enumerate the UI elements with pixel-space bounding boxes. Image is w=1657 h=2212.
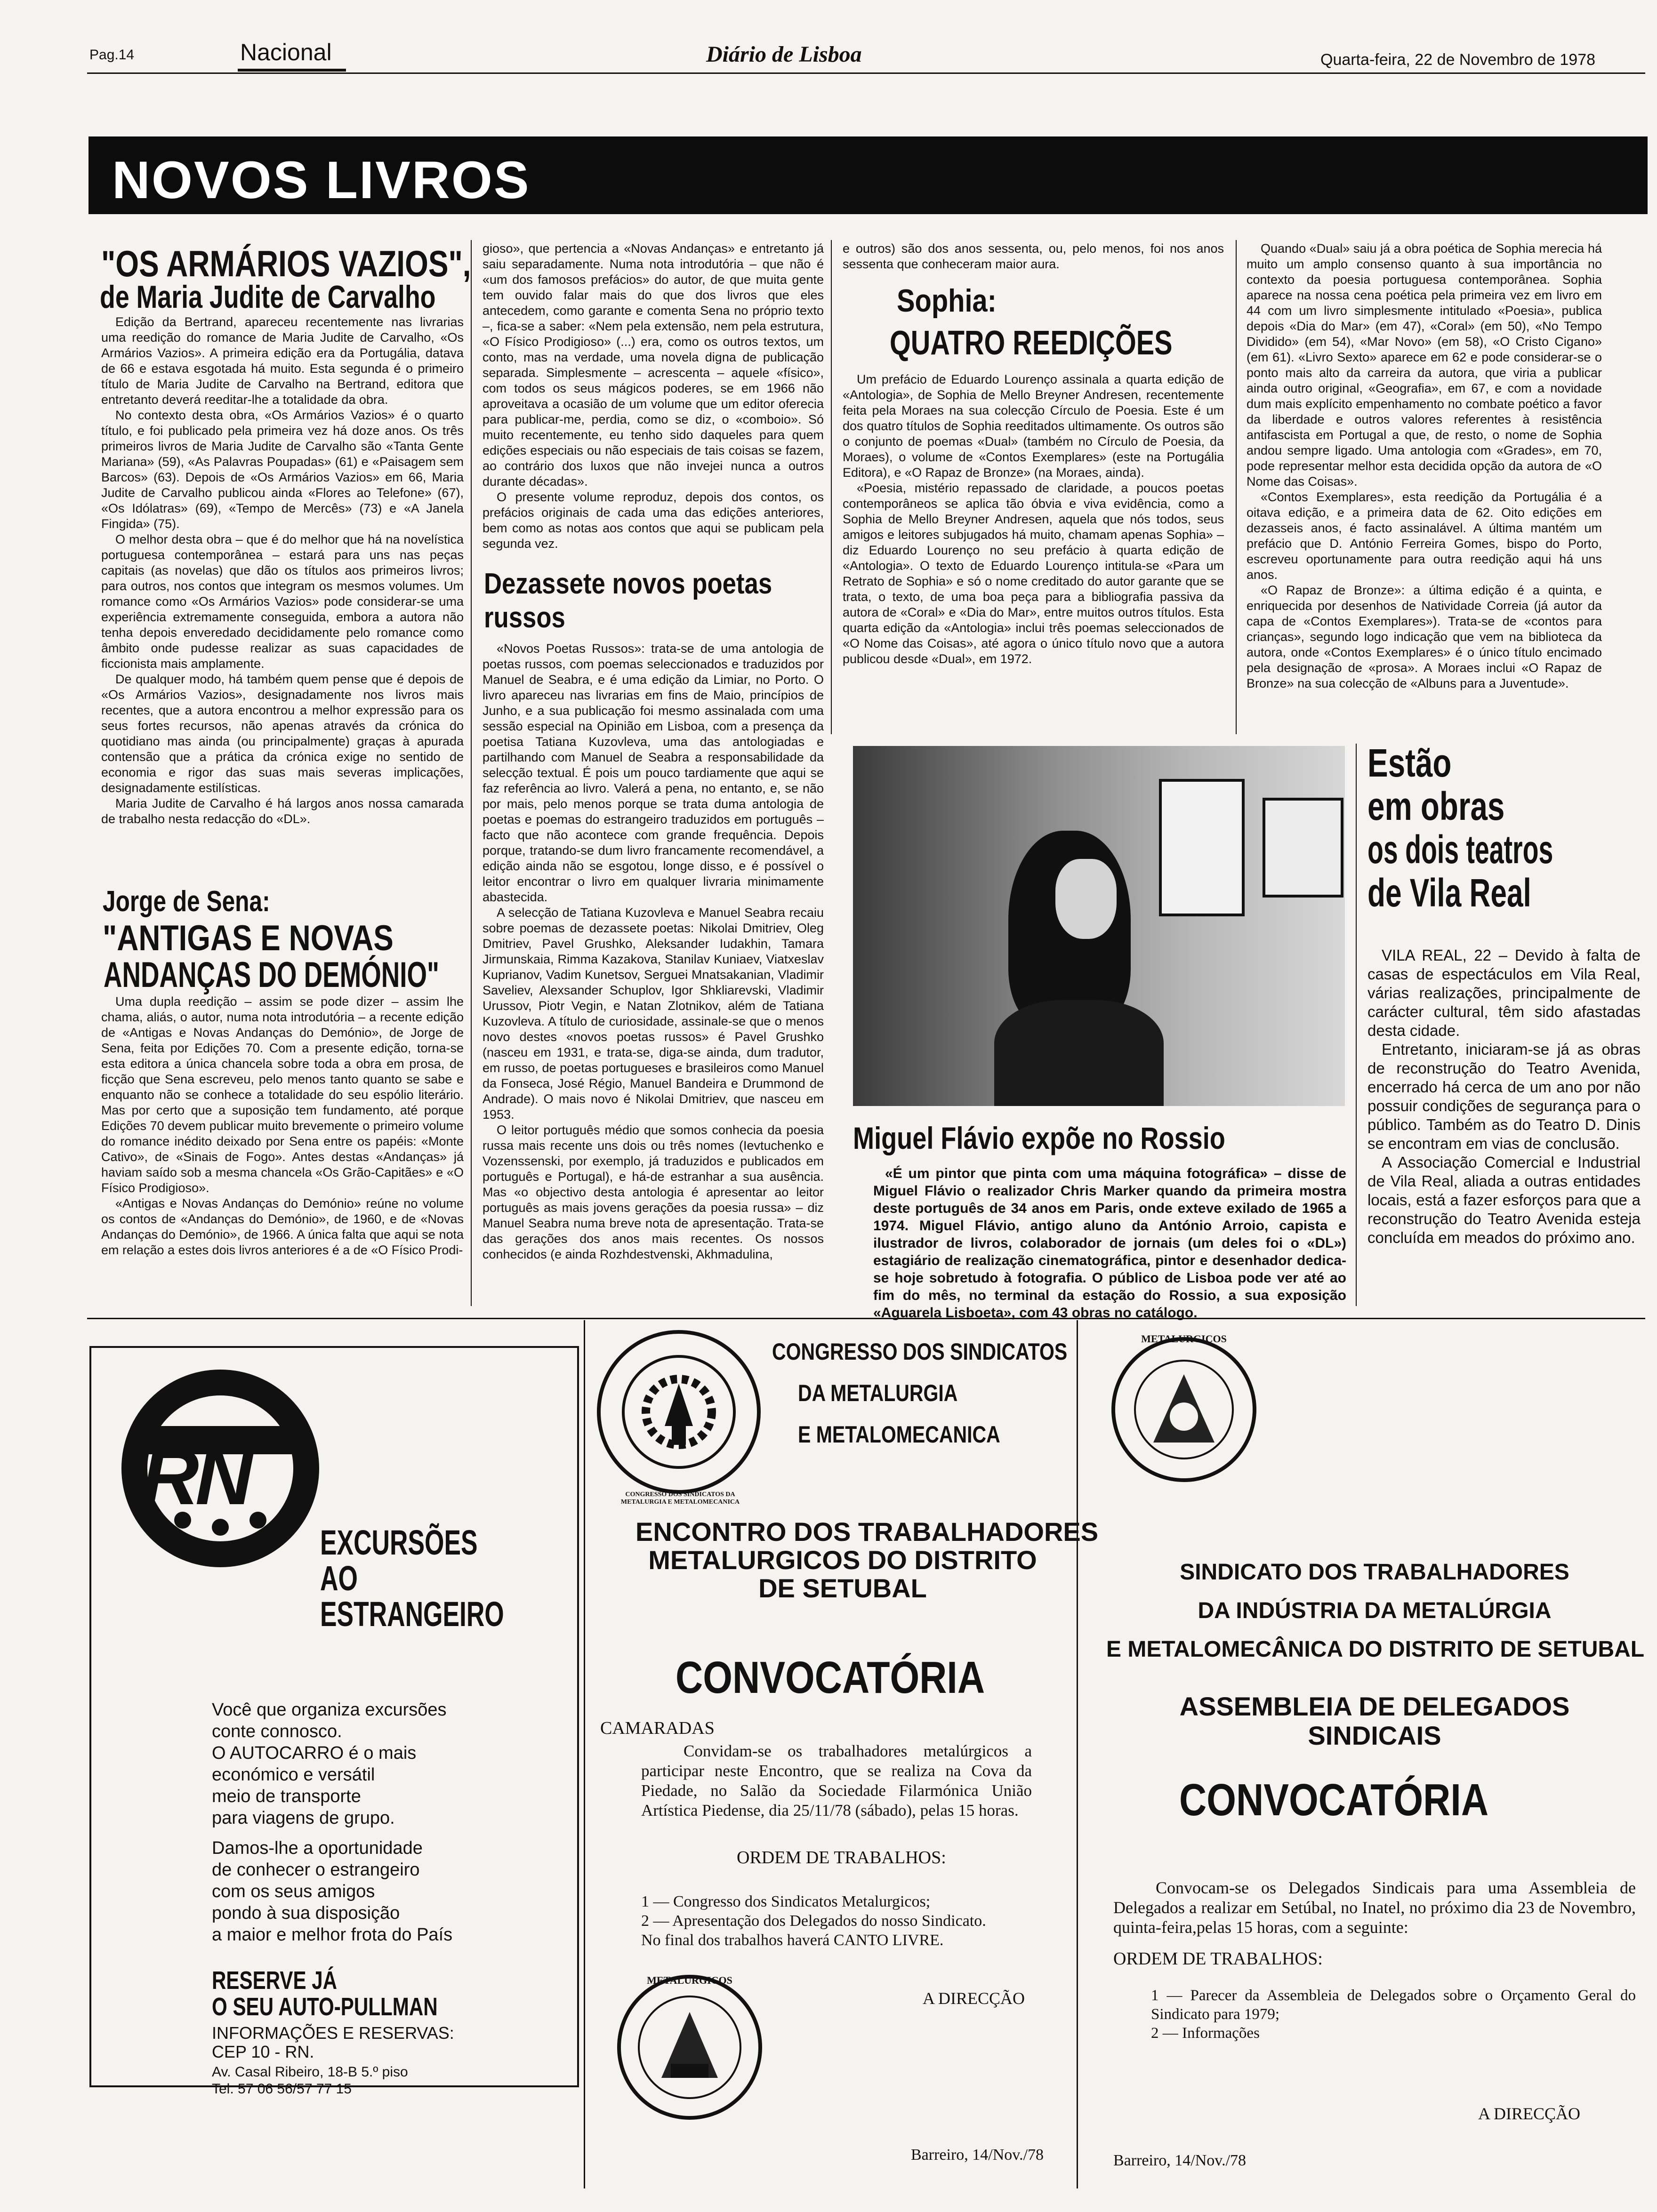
ad-line: conte connosco. (212, 1722, 342, 1741)
photo-frame (1263, 798, 1343, 898)
paragraph: Um prefácio de Eduardo Lourenço assinala a quarta edição de «Antologia», de Sophia de Mello Breyner Andresen, recentemente feita pela Moraes na sua colecção Círculo de Poesia. Este é um dos quatro títulos de Sophia reeditados ultimamente. Os outros são o conjunto de poemas «Dual» (também no Círculo de Poesia, da Moraes), o volume de «Contos Exemplares» (este na Portugália Editora), e «O Rapaz de Bronze» (na Moraes, ainda). (843, 372, 1224, 480)
exhibition-photo (853, 746, 1345, 1106)
ad-greeting: CAMARADAS (600, 1718, 715, 1738)
ad-place-date: Barreiro, 14/Nov./78 (911, 2146, 1044, 2164)
paragraph: «Poesia, mistério repassado de claridade, a poucos poetas contemporâneos se aplica tão óbvia e viva evidência, como a Sophia de Mello Breyner Andresen, aquela que nós todos, seus amigos e leitores subjugados há muito, chamam apenas Sophia» – diz Eduardo Lourenço no seu prefácio à quarta edição de «Antologia». O texto de Eduardo Lourenço intitula-se «Para um Retrato de Sophia» e só o nome creditado do autor garante que se trata, o texto, de uma boa peça para a bibliografia passiva da autora de «Coral» e «Dia do Mar», entre muitos outros títulos. Esta quarta edição da «Antologia» inclui três poemas seleccionados de «O Nome das Coisas», até agora o único título novo que a autora publicou desde «Dual», em 1972. (843, 481, 1224, 666)
ad-title-line: DA INDÚSTRIA DA METALÚRGIA (1198, 1598, 1552, 1623)
column-divider (1236, 240, 1237, 734)
paragraph: Maria Judite de Carvalho é há largos anos nossa camarada de trabalho nesta redacção do «DL». (101, 796, 464, 826)
headline-line: de Vila Real (1367, 871, 1531, 915)
ad-line: O AUTOCARRO é o mais (212, 1743, 417, 1763)
paragraph: O leitor português médio que somos conhecia da poesia russa mais recente uns dois ou três nomes (Ievtuchenko e Vozenssenski, por exemplo, já traduzidos e publicados em português e Portugal), e há-de estranhar a sua ausência. Mas «o objectivo desta antologia é apresentar ao leitor português as mais jovens gerações da poesia russa» – diz Manuel Seabra numa breve nota de apresentação. Trata-se das gerações dos anos mais recentes. Os nossos conhecidos (e ainda Rozhdestvenski, Akhmadulina, (483, 1123, 824, 1261)
photo-body (994, 1000, 1164, 1106)
paragraph: gioso», que pertencia a «Novas Andanças» e entretanto já saiu separadamente. Numa nota introdutória – que não é «um dos famosos prefácios» do autor, de que muita gente tem ouvido falar mais do que dos livros que eles antecedem, como garante e comenta Sena no próprio texto –, fica-se a saber: «Nem pela extensão, nem pela estrutura, «O Físico Prodigioso» (...) era, como os outros textos, um conto, mas na verdade, uma novela digna de publicação separada. Simplesmente – acrescenta – aquele «físico», com todos os seus mágicos poderes, se em 1966 não aproveitava a ocasião de um volume que um editor oferecia para publicar-me, perdia, como se diz, o «comboio». Só muito recentemente, eu tenho sido daqueles para quem edições especiais ou não especiais de tais coisas se fazem, ao contrário dos luxos que não invejei nunca a outros durante décadas». (483, 241, 824, 489)
ad-line: Você que organiza excursões (212, 1700, 447, 1720)
ad-title-line: AO (320, 1559, 358, 1598)
rn-logo-text: RN (141, 1432, 249, 1522)
ad-title-line: E METALOMECANICA (798, 1421, 1000, 1448)
paragraph: Entretanto, iniciaram-se já as obras de reconstrução do Teatro Avenida, encerrado há cerca de um ano por não possuir condições de segurança para o público. Também as do Teatro D. Dinis se encontram em vias de conclusão. (1367, 1041, 1641, 1152)
ad-order-item: 2 — Informações (1151, 2025, 1260, 2042)
ad-line: económico e versátil (212, 1765, 375, 1785)
paragraph: Edição da Bertrand, apareceu recentemente nas livrarias uma reedição do romance de Maria Judite de Carvalho, «Os Armários Vazios». A primeira edição era da Portugália, datava de 66 e estava esgotada há muito. Esta segunda é o primeiro título de Maria Judite de Carvalho na Bertrand, editora que entretanto deverá reeditar-lhe a totalidade da obra. (101, 315, 464, 407)
article-headline: Miguel Flávio expõe no Rossio (853, 1121, 1225, 1155)
ad-title (772, 1331, 1132, 1455)
ad-convocatoria: CONVOCATÓRIA (1179, 1775, 1489, 1825)
article-headline: Dezassete novos poetas russos (484, 568, 772, 634)
article-body (843, 241, 1224, 272)
ad-subtitle (635, 1517, 1099, 1603)
article-body (101, 314, 464, 827)
ad-convocatoria: CONVOCATÓRIA (676, 1652, 985, 1703)
article-headline: "ANTIGAS E NOVAS (103, 918, 394, 958)
headline-line: em obras (1367, 784, 1505, 828)
article-body (843, 372, 1224, 667)
ad-order-list (641, 1892, 986, 1950)
ad-title-line: SINDICATO DOS TRABALHADORES (1180, 1560, 1569, 1585)
ad-reserve (212, 1967, 501, 2020)
column-divider (1356, 744, 1357, 1306)
sindicato-seal (1109, 1330, 1259, 1490)
article-subhead: de Maria Judite de Carvalho (100, 279, 436, 315)
issue-date: Quarta-feira, 22 de Novembro de 1978 (1320, 51, 1596, 69)
ad-line: com os seus amigos (212, 1882, 375, 1901)
ad-title (1106, 1553, 1643, 1669)
article-headline: QUATRO REEDIÇÕES (890, 324, 1173, 362)
ad-title-line: E METALOMECÂNICA DO DISTRITO DE SETUBAL (1106, 1637, 1645, 1662)
metalurgicos-seal (614, 1970, 765, 2125)
paragraph: O melhor desta obra – que é do melhor que há na novelística portuguesa contemporânea – estará para uns nas peças capitais (as novelas) que dão os títulos aos primeiros livros; para outros, nos contos que integram os mesmos volumes. Um romance como «Os Armários Vazios» pode considerar-se uma experiência extremamente conseguida, embora a autora não tenha depois enveredado decididamente pelo romance como âmbito onde pudesse realizar as suas capacidades de ficcionista mais amplamente. (101, 532, 464, 671)
ad-order-item: 1 — Congresso dos Sindicatos Metalurgicos; (641, 1893, 931, 1910)
ad-order-item: 1 — Parecer da Assembleia de Delegados sobre o Orçamento Geral do Sindicato para 1979; (1151, 1987, 1636, 2023)
ad-reserve-line: RESERVE JÁ (212, 1966, 338, 1995)
ad-subtitle-line: METALURGICOS DO DISTRITO (648, 1545, 1037, 1575)
ad-order-title: ORDEM DE TRABALHOS: (737, 1848, 946, 1867)
paragraph: «É um pintor que pinta com uma máquina fotográfica» – disse de Miguel Flávio o realizador Chris Marker quando da primeira mostra deste português de 34 anos em Paris, onde exteve exilado de 1965 a 1974. Miguel Flávio, antigo aluno da António Arroio, capista e ilustrador de livros, colaborador de jornais (um deles foi o «DL») estagiário de realização cinematográfica, pintor e desenhador dedica-se hoje sobretudo à fotografia. O público de Lisboa pode ver até ao fim do mês, no terminal da estação do Rossio, a sua exposição «Aguarela Lisboeta», com 43 obras no catálogo. (873, 1166, 1346, 1321)
ad-order-item: 2 — Apresentação dos Delegados do nosso Sindicato. (641, 1912, 986, 1930)
ad-body: Convocam-se os Delegados Sindicais para uma Assembleia de Delegados a realizar em Setúbal, no Inatel, no próximo dia 23 de Novembro, quinta-feira,pelas 15 horas, com a seguinte: (1113, 1878, 1636, 1937)
ad-subtitle-line: ASSEMBLEIA DE DELEGADOS (1179, 1691, 1570, 1721)
ad-reserve-line: O SEU AUTO-PULLMAN (212, 1993, 438, 2021)
ad-contact-line: CEP 10 - RN. (212, 2042, 314, 2061)
ad-order-item: No final dos trabalhos haverá CANTO LIVRE. (641, 1931, 944, 1949)
paragraph: A selecção de Tatiana Kuzovleva e Manuel Seabra recaiu sobre poemas de dezassete poetas: Nikolai Dmitriev, Oleg Dmitriev, Pavel Grushko, Aleksander Iudakhin, Tamara Jirmunskaia, Rimma Kazakova, Stanilav Kuniaev, Viatxeslav Kuprianov, Vadim Kunetsov, Serguei Mnatsakanian, Vladimir Saveliev, Alexsander Schuplov, Igor Shkliarevski, Vladimir Urussov, Piotr Vegin, e Natan Zlotnikov, além de Tatiana Kuzovleva. A título de curiosidade, assinale-se que o menos novo destes «novos poetas russos» é Pavel Grushko (nasceu em 1931, e trata-se, diga-se ainda, dum tradutor, em russo, de poetas portugueses e brasileiros como Manuel da Fonseca, José Régio, Manuel Bandeira e Drummond de Andrade). O mais novo é Nikolai Dmitriev, que nasceu em 1953. (483, 906, 824, 1122)
ad-line: a maior e melhor frota do País (212, 1925, 453, 1945)
ad-contact (212, 2024, 454, 2061)
ad-subtitle-line: ENCONTRO DOS TRABALHADORES (635, 1517, 1099, 1547)
article-headline: "OS ARMÁRIOS VAZIOS", (101, 243, 471, 284)
photo-caption (873, 1165, 1346, 1322)
ad-line: pondo à sua disposição (212, 1903, 400, 1923)
article-body (1247, 241, 1602, 691)
ad-contact-line: INFORMAÇÕES E RESERVAS: (212, 2023, 454, 2043)
paragraph: «Antigas e Novas Andanças do Demónio» reúne no volume os contos de «Andanças do Demónio», de 1960, e de «Novas Andanças do Demónio», de 1966. A única falta que aqui se nota em relação a estes dois livros anteriores é a de «O Físico Prodi- (101, 1196, 464, 1257)
column-divider (831, 240, 832, 734)
section-divider (87, 1318, 1645, 1319)
article-body (483, 641, 824, 1262)
ad-contact-line: Tel. 57 06 56/57 77 15 (212, 2081, 352, 2097)
section-banner (88, 136, 1648, 214)
newspaper-name: Diário de Lisboa (706, 42, 862, 67)
ad-signature: A DIRECÇÃO (923, 1989, 1025, 2008)
seal-lettering: CONGRESSO DOS SINDICATOS DA METALURGIA E METALOMECANICA (620, 1491, 740, 1506)
article-body (1367, 946, 1641, 1247)
ad-line: Damos-lhe a oportunidade (212, 1838, 423, 1858)
banner-title: NOVOS LIVROS (112, 151, 531, 209)
ad-body (212, 1699, 570, 1946)
article-body (101, 994, 464, 1258)
ad-subtitle (1106, 1692, 1643, 1750)
ad-order-list (1113, 1986, 1636, 2043)
ad-title (320, 1525, 576, 1632)
ad-subtitle-line: DE SETUBAL (758, 1573, 927, 1603)
ad-address (212, 2064, 408, 2081)
photo-face (1055, 859, 1117, 939)
article-headline: ANDANÇAS DO DEMÓNIO" (104, 955, 439, 995)
ad-title-line: EXCURSÕES (320, 1523, 478, 1562)
paragraph: De qualquer modo, há também quem pense que é depois de «Os Armários Vazios», designadamente nos livros mais recentes, que a autora encontrou a melhor expressão para os seus fortes recursos, não apenas através da crónica do quotidiano mas ainda (ou principalmente) graças à apurada contensão que a prática da crónica exige no sentido de economia e rigor das suas mais severas implicações, designadamente estilísticas. (101, 672, 464, 795)
ad-line: de conhecer o estrangeiro (212, 1860, 420, 1880)
paragraph: No contexto desta obra, «Os Armários Vazios» é o quarto título, e foi publicado pela primeira vez há doze anos. Os três primeiros livros de Maria Judite de Carvalho são «Tanta Gente Mariana» (59), «As Palavras Poupadas» (61) e «Paisagem sem Barcos» (63). Depois de «Os Armários Vazios» em 66, Maria Judite de Carvalho publicou ainda «Flores ao Telefone» (67), «Os Idólatras» (69), «Tempo de Mercês» (73) e «A Janela Fingida» (75). (101, 408, 464, 531)
ad-body: Convidam-se os trabalhadores metalúrgicos a participar neste Encontro, que se realiza na Cova da Piedade, no Salão da Sociedade Filarmónica União Artística Piedense, dia 25/11/78 (sábado), pelas 15 horas. (641, 1742, 1032, 1819)
ad-line: meio de transporte (212, 1787, 361, 1806)
paragraph: e outros) são dos anos sessenta, ou, pelo menos, foi nos anos sessenta que conheceram maior aura. (843, 241, 1224, 271)
ad-title-line: CONGRESSO DOS SINDICATOS (772, 1338, 1068, 1365)
headline-line: Estão (1367, 741, 1452, 785)
paragraph: A Associação Comercial e Industrial de Vila Real, aliada a outras entidades locais, está a fazer esforços para que a reconstrução do Teatro Avenida esteja concluída em meados do próximo ano. (1367, 1154, 1641, 1246)
paragraph: «O Rapaz de Bronze»: a última edição é a quinta, e enriquecida por desenhos de Natividade Correia (já autor da capa de «Contos Exemplares»). Trata-se de «contos para crianças», segundo logo indicação que vem na biblioteca da autora, onde «Contos Exemplares» é o único título encimado pela designação de «prosa». A Moraes inclui «O Rapaz de Bronze» na sua colecção de «Albuns para a Juventude». (1247, 583, 1602, 690)
article-headline-block (1367, 741, 1649, 914)
seal-lettering: METALURGICOS (1141, 1333, 1227, 1345)
ad-contact-line: Av. Casal Ribeiro, 18-B 5.º piso (212, 2064, 408, 2080)
congresso-seal (594, 1327, 764, 1497)
masthead-rule (87, 72, 1645, 74)
paragraph: «Contos Exemplares», esta reedição da Portugália é a oitava edição, e a primeira data de 62. Oito edições em dezasseis anos, é facto assinalável. A última mantém um prefácio que D. António Ferreira Gomes, bispo do Porto, escreveu oportunamente para outra reedição aqui há uns anos. (1247, 490, 1602, 582)
paragraph: O presente volume reproduz, depois dos contos, os prefácios originais de cada uma das edições anteriores, bem como as notas aos contos que aqui se publicam pela segunda vez. (483, 490, 824, 551)
paragraph: Quando «Dual» saiu já a obra poética de Sophia merecia há muito um amplo consenso quanto à sua importância no contexto da poesia portuguesa contemporânea. Sophia aparece na nossa cena poética pela primeira vez em livro em 44 com um livro simplesmente intitulado «Poesia», publica depois «Dia do Mar» (em 47), «Coral» (em 50), «No Tempo Dividido» (em 54), «Mar Novo» (em 58), «O Cristo Cigano» (em 61). «Livro Sexto» aparece em 62 e pode considerar-se o ponto mais alto da carreira da autora, que viria a publicar ainda outro original, «Geografia», em 67, e com a novidade dum mais explícito empenhamento no combate poético a favor da liberdade e outros valores referentes à resistência antifascista em Portugal a que, de resto, o nome de Sophia andou sempre ligado. Uma antologia com «Grades», em 70, pode representar melhor esta decidida opção da autora de «O Nome das Coisas». (1247, 241, 1602, 489)
article-body (483, 241, 824, 552)
section-underline (238, 69, 346, 72)
seal-lettering: METALURGICOS (647, 1974, 732, 1986)
ad-line: para viagens de grupo. (212, 1808, 395, 1828)
headline-line: os dois teatros (1367, 827, 1553, 872)
ad-title-line: ESTRANGEIRO (320, 1595, 504, 1634)
ad-title-line: DA METALURGIA (798, 1380, 958, 1406)
paragraph: Uma dupla reedição – assim se pode dizer – assim lhe chama, aliás, o autor, numa nota introdutória – a recente edição de «Antigas e Novas Andanças do Demónio», de Jorge de Sena, feita por Edições 70. Com a presente edição, torna-se esta editora a única chancela sobre toda a obra em prosa, de ficção que Sena escreveu, pelo menos tanto quanto se sabe e enquanto não se conhece a totalidade do seu espólio literário. Mas por certo que a suposição tem fundamento, até porque Edições 70 devem publicar muito brevemente o primeiro volume do romance inédito deixado por Sena entre os papéis: «Monte Cativo», de «Sinais de Fogo». Antes destas «Andanças» já haviam saído sob a mesma chancela «Os Grão-Capitães» e «O Físico Prodigioso». (101, 994, 464, 1195)
ad-signature: A DIRECÇÃO (1478, 2104, 1581, 2123)
paragraph: VILA REAL, 22 – Devido à falta de casas de espectáculos em Vila Real, várias realizações, principalmente de carácter cultural, têm sido afastadas desta cidade. (1367, 946, 1641, 1039)
page-number: Pag.14 (89, 47, 135, 63)
section-name: Nacional (240, 39, 332, 65)
ad-subtitle-line: SINDICAIS (1308, 1721, 1441, 1750)
ad-phone (212, 2081, 352, 2097)
column-divider (471, 240, 472, 1306)
ad-order-title: ORDEM DE TRABALHOS: (1113, 1949, 1323, 1969)
photo-frame (1159, 779, 1245, 916)
article-headline: Sophia: (897, 283, 997, 319)
paragraph: «Novos Poetas Russos»: trata-se de uma antologia de poetas russos, com poemas seleccionados e traduzidos por Manuel de Seabra, e é uma edição da Limiar, no Porto. O livro apareceu nas livrarias em fins de Maio, princípios de Junho, e a sua publicação foi mesmo assinalada com uma sessão especial na Opinião em Lisboa, com a presença da poetisa Tatiana Kuzovleva, uma das antologiadas e partilhando com Manuel de Seabra a responsabilidade da selecção textual. É pois um pouco tardiamente que aqui se faz referência ao livro. Valerá a pena, no entanto, e, se não por mais, pelo menos porque se trata duma antologia de poetas e poemas do estrangeiro traduzidos em português – facto que não acontece com grande frequência. Depois porque, tratando-se dum livro francamente recomendável, a edição ainda não se esgotou, longe disso, e é possível o leitor encontrar o livro em qualquer livraria minimamente abastecida. (483, 641, 824, 904)
article-headline: Jorge de Sena: (103, 885, 270, 918)
ad-place-date: Barreiro, 14/Nov./78 (1113, 2152, 1247, 2169)
